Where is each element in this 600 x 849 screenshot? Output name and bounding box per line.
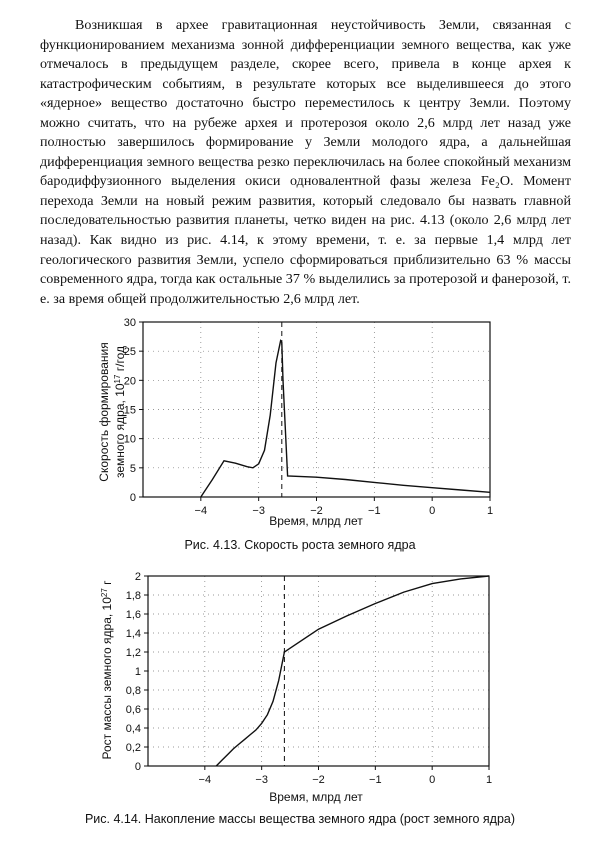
c1-y-tick-label: 25	[123, 346, 136, 359]
c2-y-tick-label: 0,6	[125, 704, 141, 716]
c1-x-tick-label: −4	[194, 505, 208, 517]
c2-y-tick-label: 0,8	[125, 685, 141, 697]
c2-y-tick-label: 2	[134, 571, 141, 583]
c2-y-tick-label: 0,4	[125, 723, 141, 735]
c1-y-tick-label: 15	[123, 404, 136, 417]
c1-x-tick-label: 0	[429, 505, 436, 517]
chart2-ylabel-base: Рост массы земного ядра, 10	[100, 597, 114, 760]
figure-caption-4-14: Рис. 4.14. Накопление массы вещества земного ядра (рост земного ядра)	[84, 812, 516, 826]
c2-y-tick-label: 0,2	[125, 742, 141, 754]
c2-y-tick-label: 1,8	[125, 590, 141, 602]
chart1-ylabel-exp: 17	[112, 374, 122, 384]
c1-x-tick-label: −1	[368, 505, 381, 517]
chart2-y-ticks	[126, 571, 148, 773]
c2-x-tick-label: 1	[485, 774, 493, 786]
c1-x-tick-label: −2	[310, 505, 323, 517]
body-paragraph: Возникшая в архее гравитационная неустойчивость Земли, связанная с функционированием механизма зонной дифференциации земного вещества, как уже отмечалось в предыдущем разделе, скорее всего, привела в конце архея к катастрофическим событиям, в результате которых все выделившееся до этого «ядерное» вещество достаточно быстро переместилось к центру Земли. Поэтому можно считать, что на рубеже архея и протерозоя около 2,6 млрд лет назад уже полностью завершилось формирование у Земли молодого ядра, а дальнейшая дифференциация земного вещества резко переключилась на более спокойный механизм бародиффузионного выделения окиси одновалентной фазы железа Fe₂O. Момент перехода Земли на новый режим развития, который следовало бы назвать главной последовательностью развития планеты, четко виден на рис. 4.13 (около 2,6 млрд лет назад). Как видно из рис. 4.14, к этому времени, т. е. за первые 1,4 млрд лет геологического развития Земли, успело сформироваться приблизительно 63 % массы современного ядра, тогда как остальные 37 % выделились за протерозой и фанерозой, т. е. за время общей продолжительностью 2,6 млрд лет.	[40, 17, 571, 307]
chart1-ylabel-line1: Скорость формирования	[97, 342, 111, 482]
figure-caption-4-13: Рис. 4.13. Скорость роста земного ядра	[184, 538, 416, 552]
c2-y-tick-label: 0	[134, 761, 141, 773]
c1-y-tick-label: 0	[129, 492, 136, 504]
c1-y-tick-label: 30	[123, 317, 136, 329]
c2-x-tick-label: 0	[429, 774, 436, 786]
chart1-ylabel-unit: г/год	[113, 345, 127, 375]
c2-y-tick-label: 1,6	[125, 609, 141, 621]
chart2-x-ticks	[199, 766, 493, 786]
c1-y-tick-label: 20	[123, 375, 136, 388]
c2-y-tick-label: 1,2	[125, 647, 141, 659]
c1-x-tick-label: 1	[486, 505, 494, 517]
c1-y-tick-label: 5	[129, 462, 136, 475]
chart1-ylabel-base: земного ядра, 10	[113, 383, 127, 479]
chart1-xlabel: Время, млрд лет	[269, 514, 363, 528]
chart2-ylabel-exp: 27	[99, 588, 109, 598]
c2-x-tick-label: −2	[312, 774, 325, 786]
chart2-grid	[148, 576, 489, 766]
c1-x-tick-label: −3	[252, 505, 265, 517]
chart2-ylabel	[100, 580, 115, 760]
c2-y-tick-label: 1,4	[125, 628, 141, 640]
chart2-xlabel: Время, млрд лет	[269, 790, 363, 804]
c2-x-tick-label: −4	[198, 774, 212, 786]
c2-y-tick-label: 1	[134, 666, 141, 678]
c2-x-tick-label: −1	[369, 774, 382, 786]
c2-x-tick-label: −3	[255, 774, 268, 786]
c1-y-tick-label: 10	[123, 433, 136, 446]
chart2-ylabel-unit: г	[100, 580, 114, 589]
